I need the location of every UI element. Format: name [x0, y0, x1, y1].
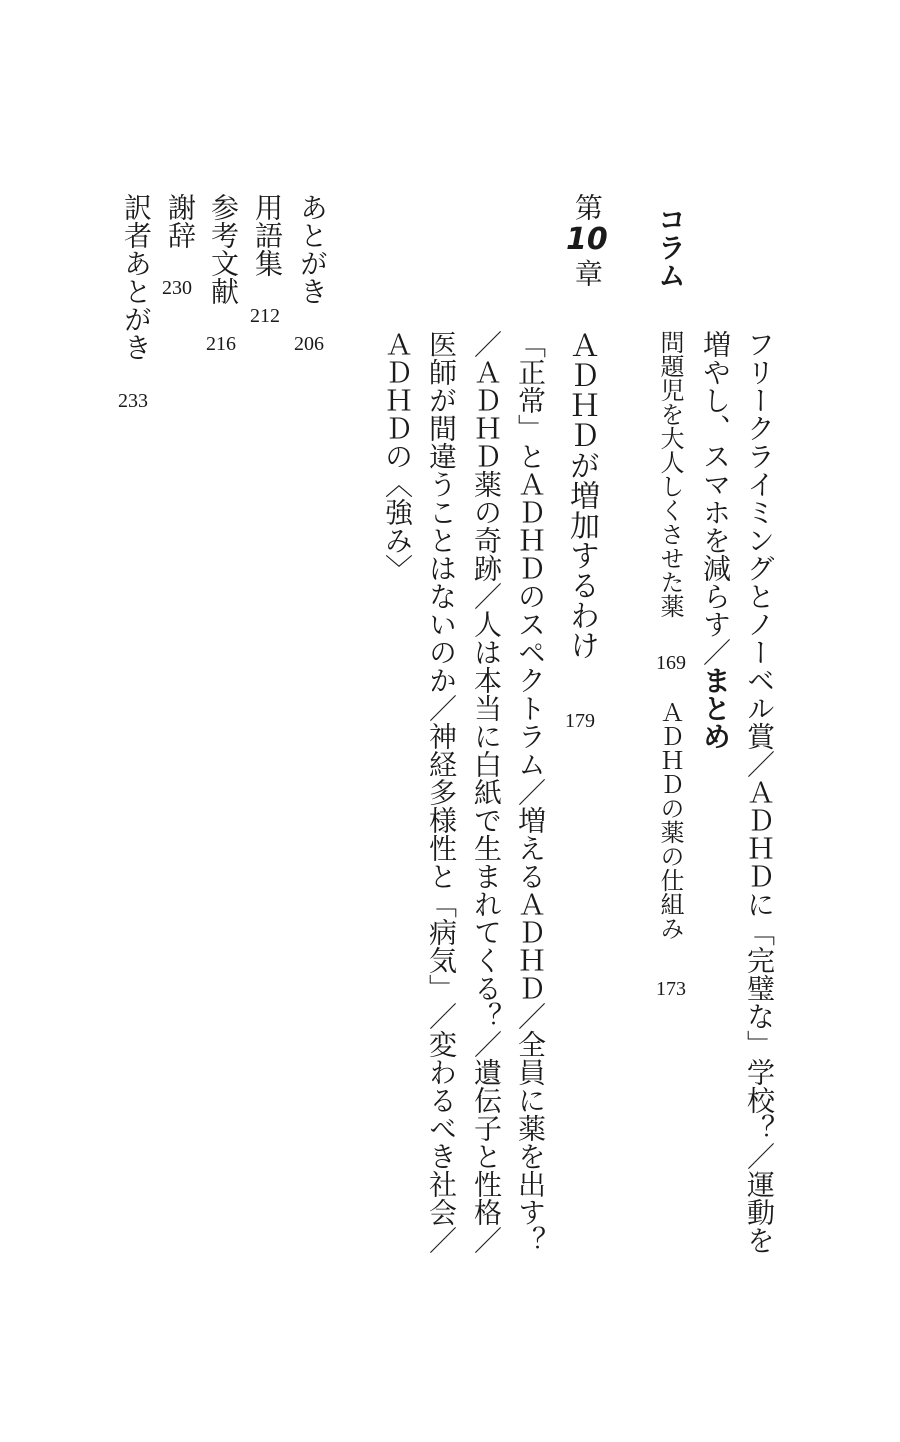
chapter-10-label: [566, 193, 608, 287]
back-matter-title-acknowledgments: 謝辞: [164, 193, 197, 249]
chapter-10-body-line-3: 医師が間違うことはないのか／神経多様性と「病気」／変わるべき社会／: [425, 330, 458, 1254]
chapter-10-body-line-4: ＡＤＨＤの〈強み〉: [381, 330, 414, 582]
back-matter-page-glossary: 212: [250, 305, 280, 327]
back-matter-title-translator-afterword: 訳者あとがき: [120, 193, 153, 361]
chapter-10-number: 10: [566, 222, 608, 257]
column-1-page: 169: [656, 652, 686, 674]
back-matter-page-afterword: 206: [294, 333, 324, 355]
chapter-10-title: ＡＤＨＤが増加するわけ: [564, 330, 599, 660]
column-2-title: ＡＤＨＤの薬の仕組み: [656, 700, 684, 940]
column-body-line-1: フリークライミングとノーベル賞／ＡＤＨＤに「完璧な」学校？／運動を: [743, 330, 776, 1254]
back-matter-page-translator-afterword: 233: [118, 390, 148, 412]
back-matter-title-afterword: あとがき: [296, 193, 329, 305]
chapter-10-body-line-1: 「正常」とＡＤＨＤのスペクトラム／増えるＡＤＨＤ／全員に薬を出す？: [514, 330, 547, 1254]
back-matter-title-references: 参考文献: [207, 193, 240, 305]
chapter-10-page: 179: [565, 710, 595, 732]
back-matter-page-references: 216: [206, 333, 236, 355]
back-matter-title-glossary: 用語集: [251, 193, 284, 277]
chapter-10-suffix: 章: [570, 259, 604, 287]
column-heading: コラム: [654, 205, 687, 289]
column-1-title: 問題児を大人しくさせた薬: [656, 330, 684, 618]
summary-label: まとめ: [699, 666, 732, 750]
column-body-line-2: [699, 330, 732, 750]
column-2-page: 173: [656, 978, 686, 1000]
back-matter-page-acknowledgments: 230: [162, 277, 192, 299]
chapter-10-body-line-2: ／ＡＤＨＤ薬の奇跡／人は本当に白紙で生まれてくる？／遺伝子と性格／: [470, 330, 503, 1254]
column-body-line-2-text: 増やし、スマホを減らす／: [699, 330, 732, 666]
chapter-10-prefix: 第: [570, 193, 604, 221]
